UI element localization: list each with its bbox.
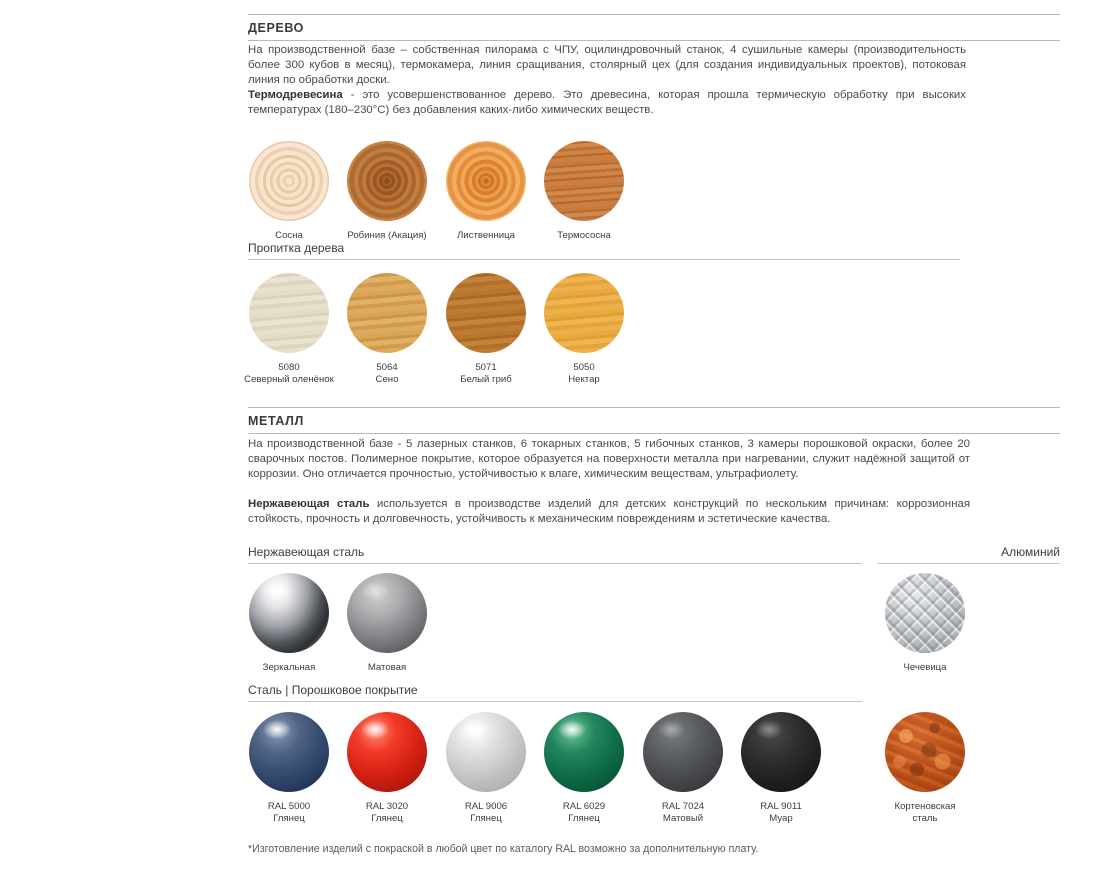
subheading-impregnation-label: Пропитка дерева: [248, 241, 345, 255]
subheading-impregnation-rule: [248, 259, 960, 260]
swatch-disc-ral7024: [643, 712, 723, 792]
wood-description-1: На производственной базе – собственная пилорама с ЧПУ, оцилиндровочный станок, 4 сушильные камеры (производительность более 300 кубов в месяц), термокамера, линия сращивания, столярный цех (для создания индивидуальных проектов), потоковая линия по обработки доски.: [248, 44, 966, 87]
subheading-aluminium-rule: [878, 563, 1060, 564]
swatch-aluminium-0[interactable]: [879, 573, 971, 674]
swatch-wood-2[interactable]: [440, 141, 532, 242]
swatch-finish-ral7024: Матовый: [662, 812, 704, 824]
metal-description-2: [248, 497, 970, 527]
subheading-stainless: [248, 545, 862, 564]
swatch-disc-lenticular: [885, 573, 965, 653]
swatch-label-5064: Сено: [375, 373, 399, 385]
section-title-wood: ДЕРЕВО: [248, 21, 304, 35]
swatch-label-mirror: Зеркальная: [262, 662, 316, 673]
subheading-impregnation: [248, 241, 960, 260]
metal-description-2-term: Нержавеющая сталь: [248, 498, 370, 510]
section-header-wood: [248, 14, 1060, 41]
swatch-powder-3[interactable]: [538, 712, 630, 824]
swatch-disc-5071: [446, 273, 526, 353]
swatch-disc-mirror: [249, 573, 329, 653]
swatch-powder-6[interactable]: [879, 712, 971, 824]
swatch-label-listvennica: Лиственница: [457, 230, 515, 241]
swatch-disc-termososna: [544, 141, 624, 221]
swatch-impregnation-0[interactable]: [243, 273, 335, 385]
swatch-code-ral9011: RAL 9011: [760, 801, 802, 812]
swatch-finish-ral3020: Глянец: [371, 812, 403, 824]
swatch-finish-ral9006: Глянец: [470, 812, 502, 824]
swatch-disc-5080: [249, 273, 329, 353]
swatch-code-ral7024: RAL 7024: [661, 801, 705, 812]
swatch-disc-sosna: [249, 141, 329, 221]
metal-description-2-rest: используется в производстве изделий для детских конструкций по нескольким причинам: коррозионная стойкость, прочность и долговечность, устойчивость к механическим повреждениям и эстетические качества.: [248, 498, 970, 526]
swatch-label-5080: Северный оленёнок: [244, 373, 334, 385]
swatch-disc-ral6029: [544, 712, 624, 792]
swatch-wood-1[interactable]: [341, 141, 433, 242]
section-title-metal: МЕТАЛЛ: [248, 414, 304, 428]
swatch-label-5050: Нектар: [568, 373, 600, 385]
section-header-metal: [248, 407, 1060, 434]
wood-description-2-rest: - это усовершенствованное дерево. Это древесина, которая прошла термическую обработку при высоких температурах (180–230°С) без добавления каких-либо химических веществ.: [248, 89, 966, 117]
swatch-powder-5[interactable]: [735, 712, 827, 824]
swatch-code-ral5000: RAL 5000: [267, 801, 311, 812]
divider-bottom-metal: [248, 433, 1060, 434]
divider-top-wood: [248, 14, 1060, 15]
swatch-disc-5064: [347, 273, 427, 353]
swatch-wood-0[interactable]: [243, 141, 335, 242]
swatch-disc-5050: [544, 273, 624, 353]
swatch-finish-corten: сталь: [912, 812, 938, 824]
swatch-disc-ral9006: [446, 712, 526, 792]
subheading-powder-coating-rule: [248, 701, 862, 702]
swatch-label-sosna: Сосна: [275, 230, 303, 241]
swatch-wood-3[interactable]: [538, 141, 630, 242]
swatch-label-lenticular: Чечевица: [903, 662, 947, 673]
swatch-powder-0[interactable]: [243, 712, 335, 824]
subheading-aluminium: [878, 545, 1060, 564]
swatch-disc-ral9011: [741, 712, 821, 792]
swatch-powder-4[interactable]: [637, 712, 729, 824]
wood-description-2: [248, 88, 966, 118]
swatch-finish-ral5000: Глянец: [273, 812, 305, 824]
swatch-powder-1[interactable]: [341, 712, 433, 824]
swatch-finish-ral9011: Муар: [769, 812, 793, 824]
subheading-powder-coating: [248, 683, 862, 702]
swatch-code-5071: 5071: [475, 362, 497, 373]
swatch-code-ral6029: RAL 6029: [562, 801, 606, 812]
swatch-code-5050: 5050: [573, 362, 595, 373]
metal-description-1: На производственной базе - 5 лазерных станков, 6 токарных станков, 5 гибочных станков, 3 камеры порошковой окраски, более 20 сварочных постов. Полимерное покрытие, которое образуется на поверхности металла при нагревании, служит надёжной защитой от коррозии. Оно отличается прочностью, устойчивостью к влаге, химическим веществам, ультрафиолету.: [248, 438, 970, 481]
swatch-label-termososna: Термососна: [557, 230, 611, 241]
swatch-impregnation-1[interactable]: [341, 273, 433, 385]
subheading-stainless-label: Нержавеющая сталь: [248, 545, 365, 559]
swatch-disc-matte: [347, 573, 427, 653]
swatch-impregnation-2[interactable]: [440, 273, 532, 385]
swatch-disc-robinia: [347, 141, 427, 221]
swatch-stainless-0[interactable]: [243, 573, 335, 674]
swatch-label-matte: Матовая: [367, 662, 407, 673]
swatch-stainless-1[interactable]: [341, 573, 433, 674]
divider-bottom-wood: [248, 40, 1060, 41]
swatch-label-5071: Белый гриб: [460, 373, 512, 385]
swatch-code-corten: Кортеновская: [894, 801, 956, 812]
swatch-powder-2[interactable]: [440, 712, 532, 824]
swatch-disc-listvennica: [446, 141, 526, 221]
swatch-code-5064: 5064: [376, 362, 398, 373]
swatch-impregnation-3[interactable]: [538, 273, 630, 385]
swatch-disc-ral5000: [249, 712, 329, 792]
swatch-label-robinia: Робиния (Акация): [347, 230, 427, 241]
divider-top-metal: [248, 407, 1060, 408]
swatch-code-ral9006: RAL 9006: [464, 801, 508, 812]
swatch-code-ral3020: RAL 3020: [365, 801, 409, 812]
swatch-disc-ral3020: [347, 712, 427, 792]
swatch-finish-ral6029: Глянец: [568, 812, 600, 824]
subheading-stainless-rule: [248, 563, 862, 564]
swatch-disc-corten: [885, 712, 965, 792]
footnote: *Изготовление изделий с покраской в любой цвет по каталогу RAL возможно за дополнительную плату.: [248, 843, 759, 855]
subheading-powder-coating-label: Сталь | Порошковое покрытие: [248, 683, 418, 697]
subheading-aluminium-label: Алюминий: [1001, 545, 1060, 559]
wood-description-2-term: Термодревесина: [248, 89, 343, 101]
swatch-code-5080: 5080: [278, 362, 300, 373]
